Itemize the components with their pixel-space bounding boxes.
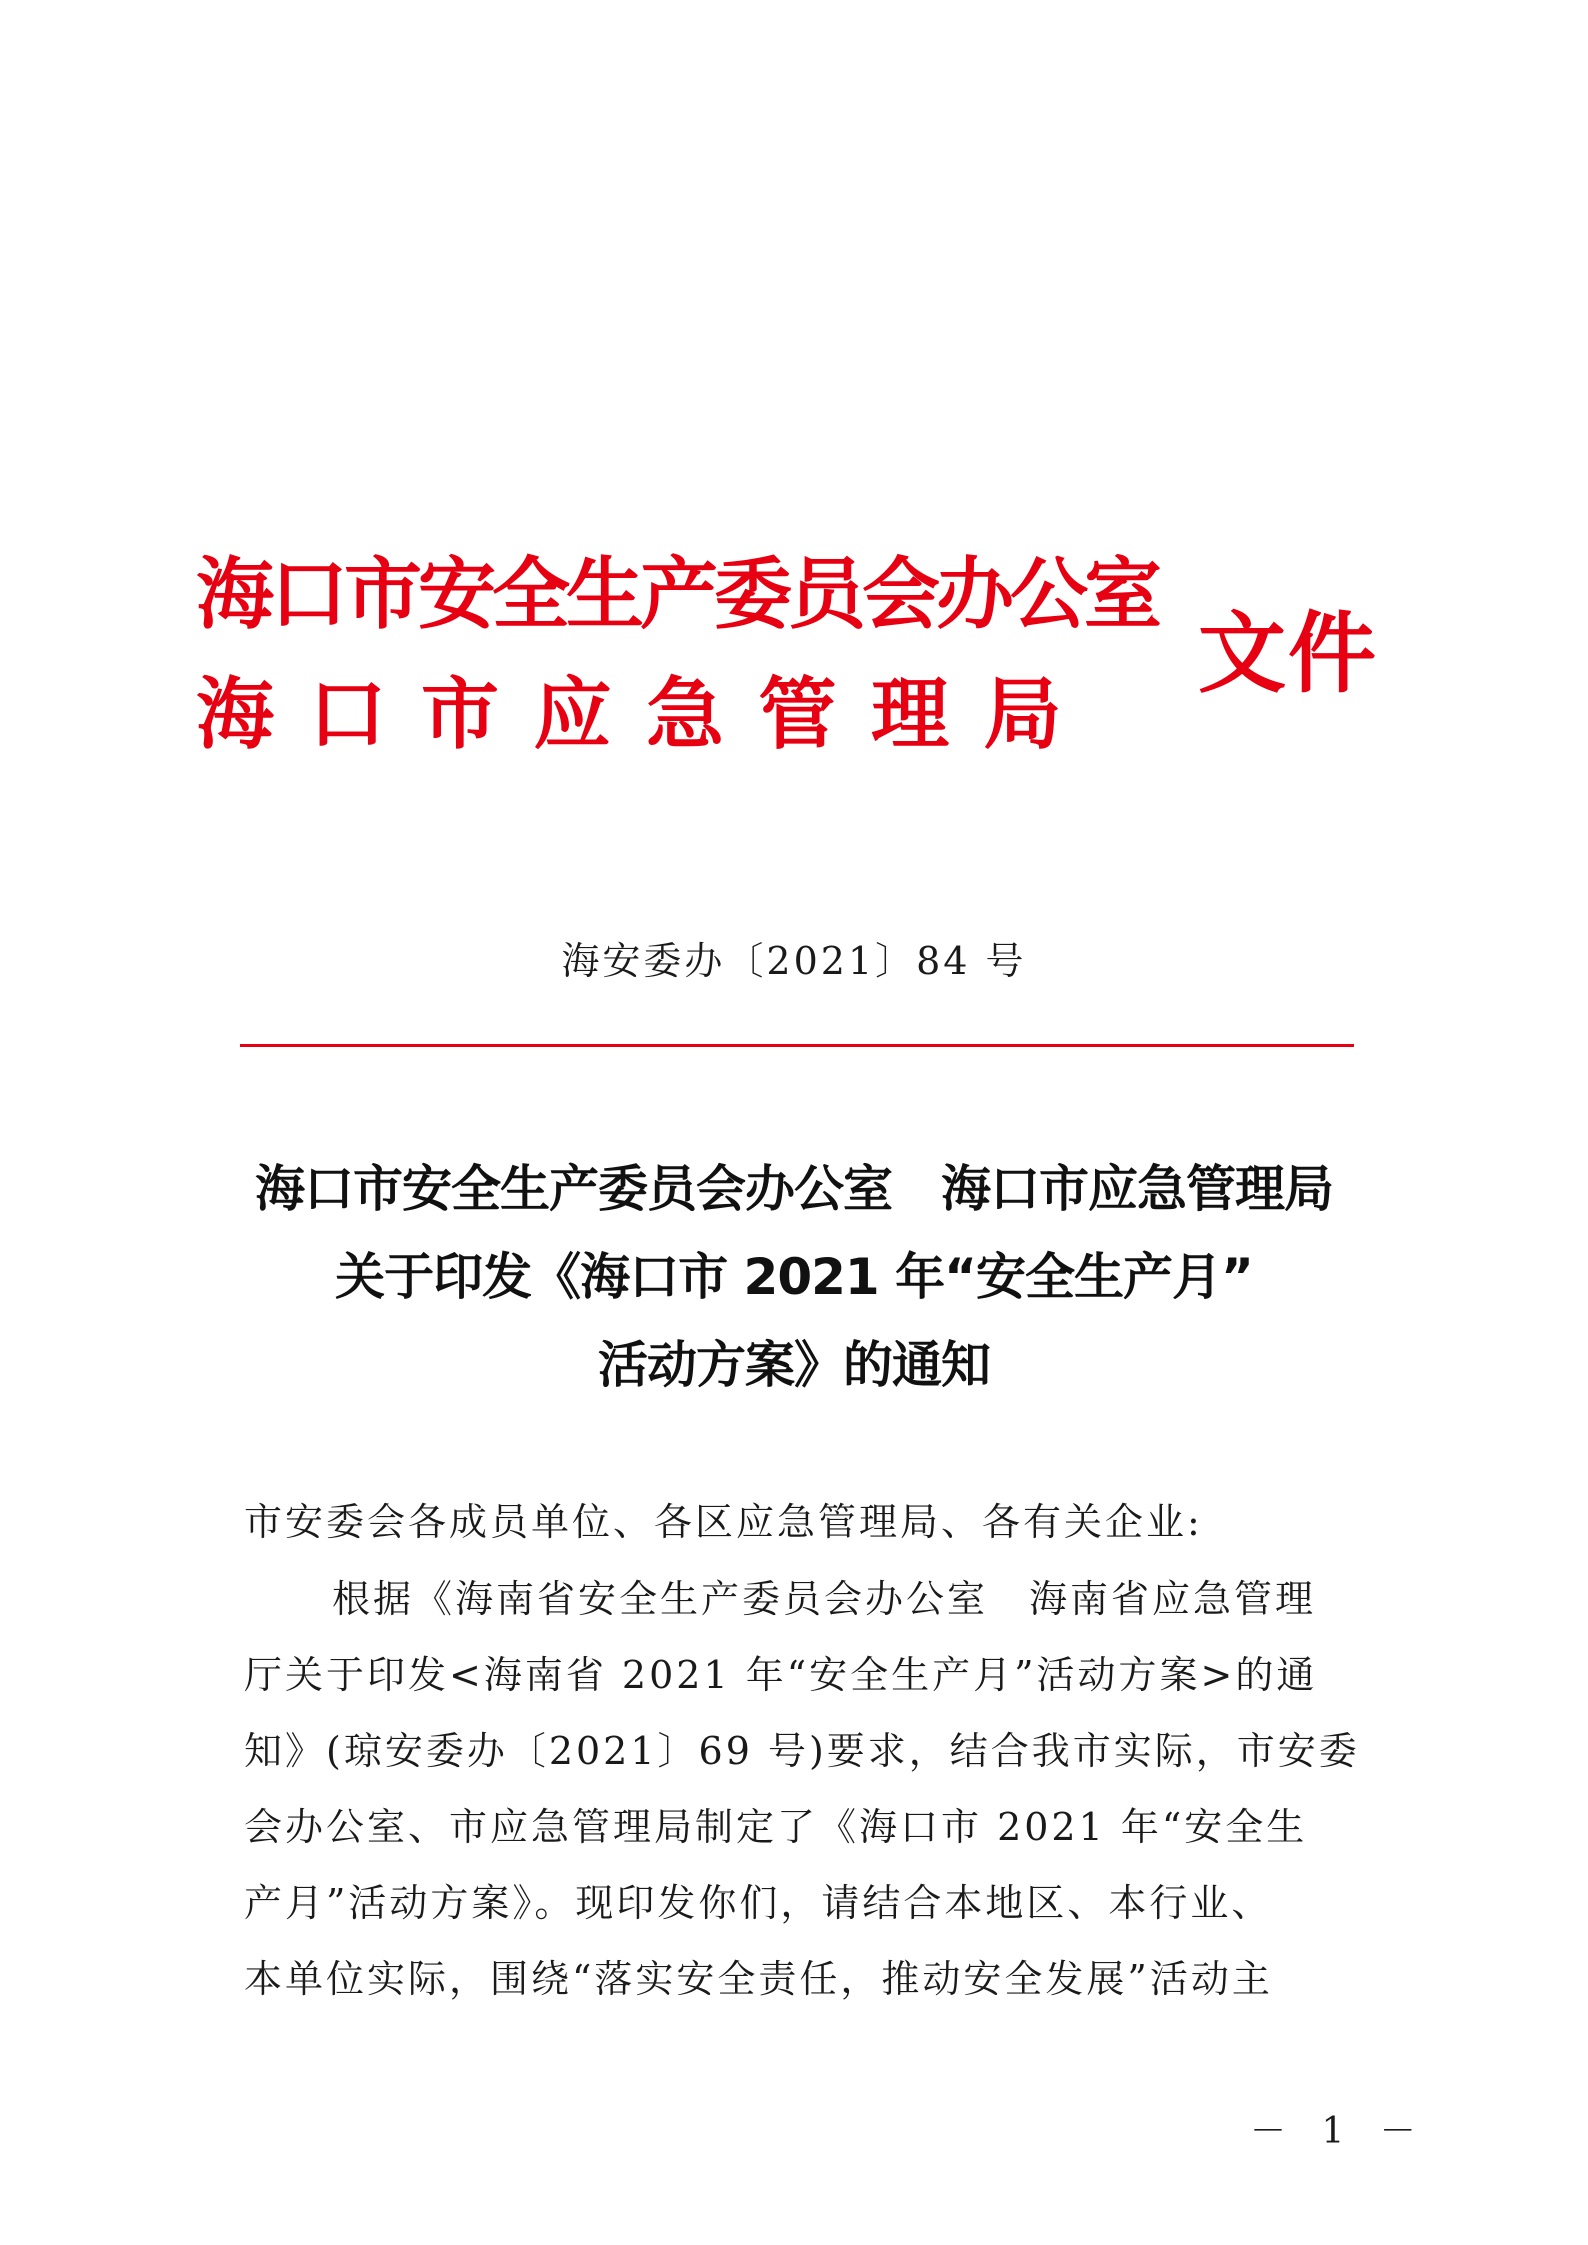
- issuer-name-emergency-bureau: 海口市应急管理局: [196, 670, 1097, 760]
- page-number: － 1 －: [1250, 2111, 1428, 2152]
- document-title-line-3: 活动方案》的通知: [598, 1336, 990, 1394]
- red-separator-rule: [240, 1044, 1354, 1047]
- issuer-name-safety-office: 海口市安全生产委员会办公室: [196, 550, 1159, 640]
- issuer-document-suffix: 文件: [1198, 602, 1379, 705]
- body-text-line: 根据《海南省安全生产委员会办公室 海南省应急管理: [332, 1577, 1317, 1621]
- body-text-line: 本单位实际，围绕“落实安全责任，推动安全发展”活动主: [244, 1957, 1273, 2001]
- document-title-line-2: 关于印发《海口市 2021 年“安全生产月”: [335, 1248, 1253, 1306]
- document-title-line-1: 海口市安全生产委员会办公室 海口市应急管理局: [255, 1160, 1333, 1218]
- body-text-line: 会办公室、市应急管理局制定了《海口市 2021 年“安全生: [244, 1805, 1308, 1849]
- body-text-line: 产月”活动方案》。现印发你们，请结合本地区、本行业、: [244, 1881, 1273, 1925]
- document-number: 海安委办〔2021〕84 号: [561, 939, 1027, 983]
- body-text-line: 知》(琼安委办〔2021〕69 号)要求，结合我市实际，市安委: [244, 1729, 1360, 1773]
- body-text-line: 厅关于印发<海南省 2021 年“安全生产月”活动方案>的通: [244, 1653, 1318, 1697]
- salutation-recipients: 市安委会各成员单位、各区应急管理局、各有关企业:: [244, 1500, 1203, 1544]
